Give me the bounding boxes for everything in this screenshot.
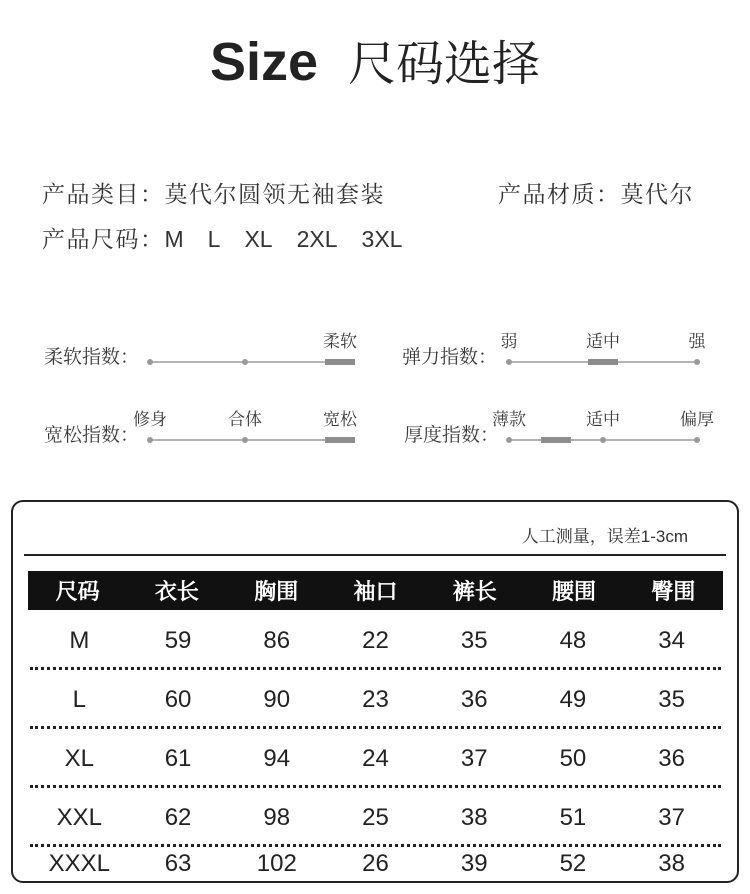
page-title-cn: 尺码选择 <box>348 38 541 91</box>
measurement-cell-waist: 51 <box>559 804 587 831</box>
size-row-l <box>30 670 721 729</box>
measurement-cell-hip: 38 <box>658 850 685 877</box>
column-header-size: 尺码 <box>55 579 100 604</box>
softness-scale-track <box>150 332 357 363</box>
elasticity-scale-track <box>500 332 706 363</box>
measurement-cell-chest: 86 <box>263 626 291 654</box>
product-sizes-label: 产品尺码： <box>42 226 165 252</box>
size-chart-card <box>11 500 739 883</box>
size-cell: M <box>69 626 90 654</box>
size-option-l: L <box>207 226 221 252</box>
scale-label: 适中 <box>586 410 620 429</box>
product-material-label: 产品材质： <box>498 181 621 207</box>
scale-stop <box>242 359 248 365</box>
measurement-cell-length: 59 <box>164 626 192 654</box>
measurement-cell-length: 61 <box>164 745 192 772</box>
size-cell: XXXL <box>48 850 111 877</box>
divider <box>24 554 726 556</box>
level-marker <box>541 437 571 443</box>
size-row-xxxl <box>30 847 721 881</box>
measurement-cell-cuff: 22 <box>362 626 389 654</box>
measurement-cell-chest: 94 <box>263 745 291 772</box>
size-option-m: M <box>164 226 184 252</box>
measurement-cell-chest: 102 <box>256 850 297 877</box>
size-row-xl <box>30 729 721 788</box>
size-table-header <box>28 571 723 610</box>
column-header-length: 衣长 <box>154 579 199 604</box>
measurement-cell-hip: 35 <box>658 686 685 713</box>
level-marker <box>588 359 618 365</box>
measurement-cell-cuff: 23 <box>362 686 389 713</box>
measurement-cell-waist: 50 <box>559 745 587 772</box>
product-sizes-values <box>165 225 403 253</box>
scale-stop <box>147 437 153 443</box>
column-header-chest: 胸围 <box>254 579 299 604</box>
measurement-cell-pants-length: 35 <box>460 626 488 654</box>
size-option-xl: XL <box>244 226 273 252</box>
measurement-cell-hip: 36 <box>658 745 685 772</box>
looseness-index-label: 宽松指数： <box>44 425 140 446</box>
scale-label: 修身 <box>133 410 167 429</box>
measurement-cell-waist: 52 <box>559 850 587 877</box>
product-sizes <box>42 225 402 253</box>
measurement-cell-chest: 90 <box>263 686 291 713</box>
column-header-pants-length: 裤长 <box>452 579 497 604</box>
column-header-cuff: 袖口 <box>353 579 398 604</box>
looseness-scale-track <box>133 410 357 441</box>
measurement-cell-hip: 37 <box>658 804 685 831</box>
scale-stop <box>694 359 700 365</box>
size-cell: XL <box>64 745 95 772</box>
scale-label: 合体 <box>228 410 262 429</box>
column-header-waist: 腰围 <box>552 579 597 604</box>
product-material-value: 莫代尔 <box>620 181 694 207</box>
scale-stop <box>600 437 606 443</box>
measurement-cell-waist: 49 <box>559 686 587 713</box>
measurement-cell-chest: 98 <box>263 804 291 831</box>
measurement-cell-pants-length: 36 <box>460 686 488 713</box>
measurement-cell-cuff: 26 <box>362 850 389 877</box>
scale-label: 适中 <box>586 332 620 351</box>
measurement-note: 人工测量，误差1-3cm <box>521 527 688 546</box>
measurement-cell-length: 60 <box>164 686 192 713</box>
scale-label: 柔软 <box>323 332 357 351</box>
scale-stop <box>506 359 512 365</box>
product-category <box>42 180 385 208</box>
scale-stop <box>506 437 512 443</box>
size-row-xxl <box>30 788 721 847</box>
size-table-body <box>28 610 723 881</box>
measurement-cell-pants-length: 38 <box>460 804 488 831</box>
measurement-cell-hip: 34 <box>658 626 685 654</box>
softness-index-label: 柔软指数： <box>44 347 140 368</box>
product-category-value: 莫代尔圆领无袖套装 <box>164 181 385 207</box>
page-title-en: Size <box>209 32 319 92</box>
level-marker <box>325 437 355 443</box>
column-header-hip: 臀围 <box>651 579 696 604</box>
scale-label: 薄款 <box>492 410 526 429</box>
size-cell: XXL <box>56 804 103 831</box>
thickness-index-label: 厚度指数： <box>404 425 500 446</box>
size-option-3xl: 3XL <box>361 226 403 252</box>
measurement-cell-length: 62 <box>164 804 192 831</box>
scale-label: 宽松 <box>323 410 357 429</box>
measurement-cell-cuff: 24 <box>362 745 389 772</box>
measurement-cell-waist: 48 <box>559 626 587 654</box>
measurement-cell-pants-length: 37 <box>460 745 488 772</box>
measurement-cell-pants-length: 39 <box>460 850 488 877</box>
measurement-cell-length: 63 <box>164 850 192 877</box>
thickness-scale-track <box>492 410 714 441</box>
level-marker <box>325 359 355 365</box>
measurement-cell-cuff: 25 <box>362 804 389 831</box>
product-material <box>498 180 694 208</box>
size-option-2xl: 2XL <box>296 226 338 252</box>
scale-label: 偏厚 <box>680 410 714 429</box>
size-row-m <box>30 610 721 670</box>
size-table <box>28 571 723 881</box>
size-cell: L <box>72 686 87 713</box>
page-title <box>0 28 750 96</box>
elasticity-index-label: 弹力指数： <box>402 347 498 368</box>
scale-stop <box>694 437 700 443</box>
scale-stop <box>147 359 153 365</box>
scale-label: 弱 <box>500 332 518 351</box>
scale-stop <box>242 437 248 443</box>
product-category-label: 产品类目： <box>42 181 165 207</box>
scale-label: 强 <box>688 332 706 351</box>
